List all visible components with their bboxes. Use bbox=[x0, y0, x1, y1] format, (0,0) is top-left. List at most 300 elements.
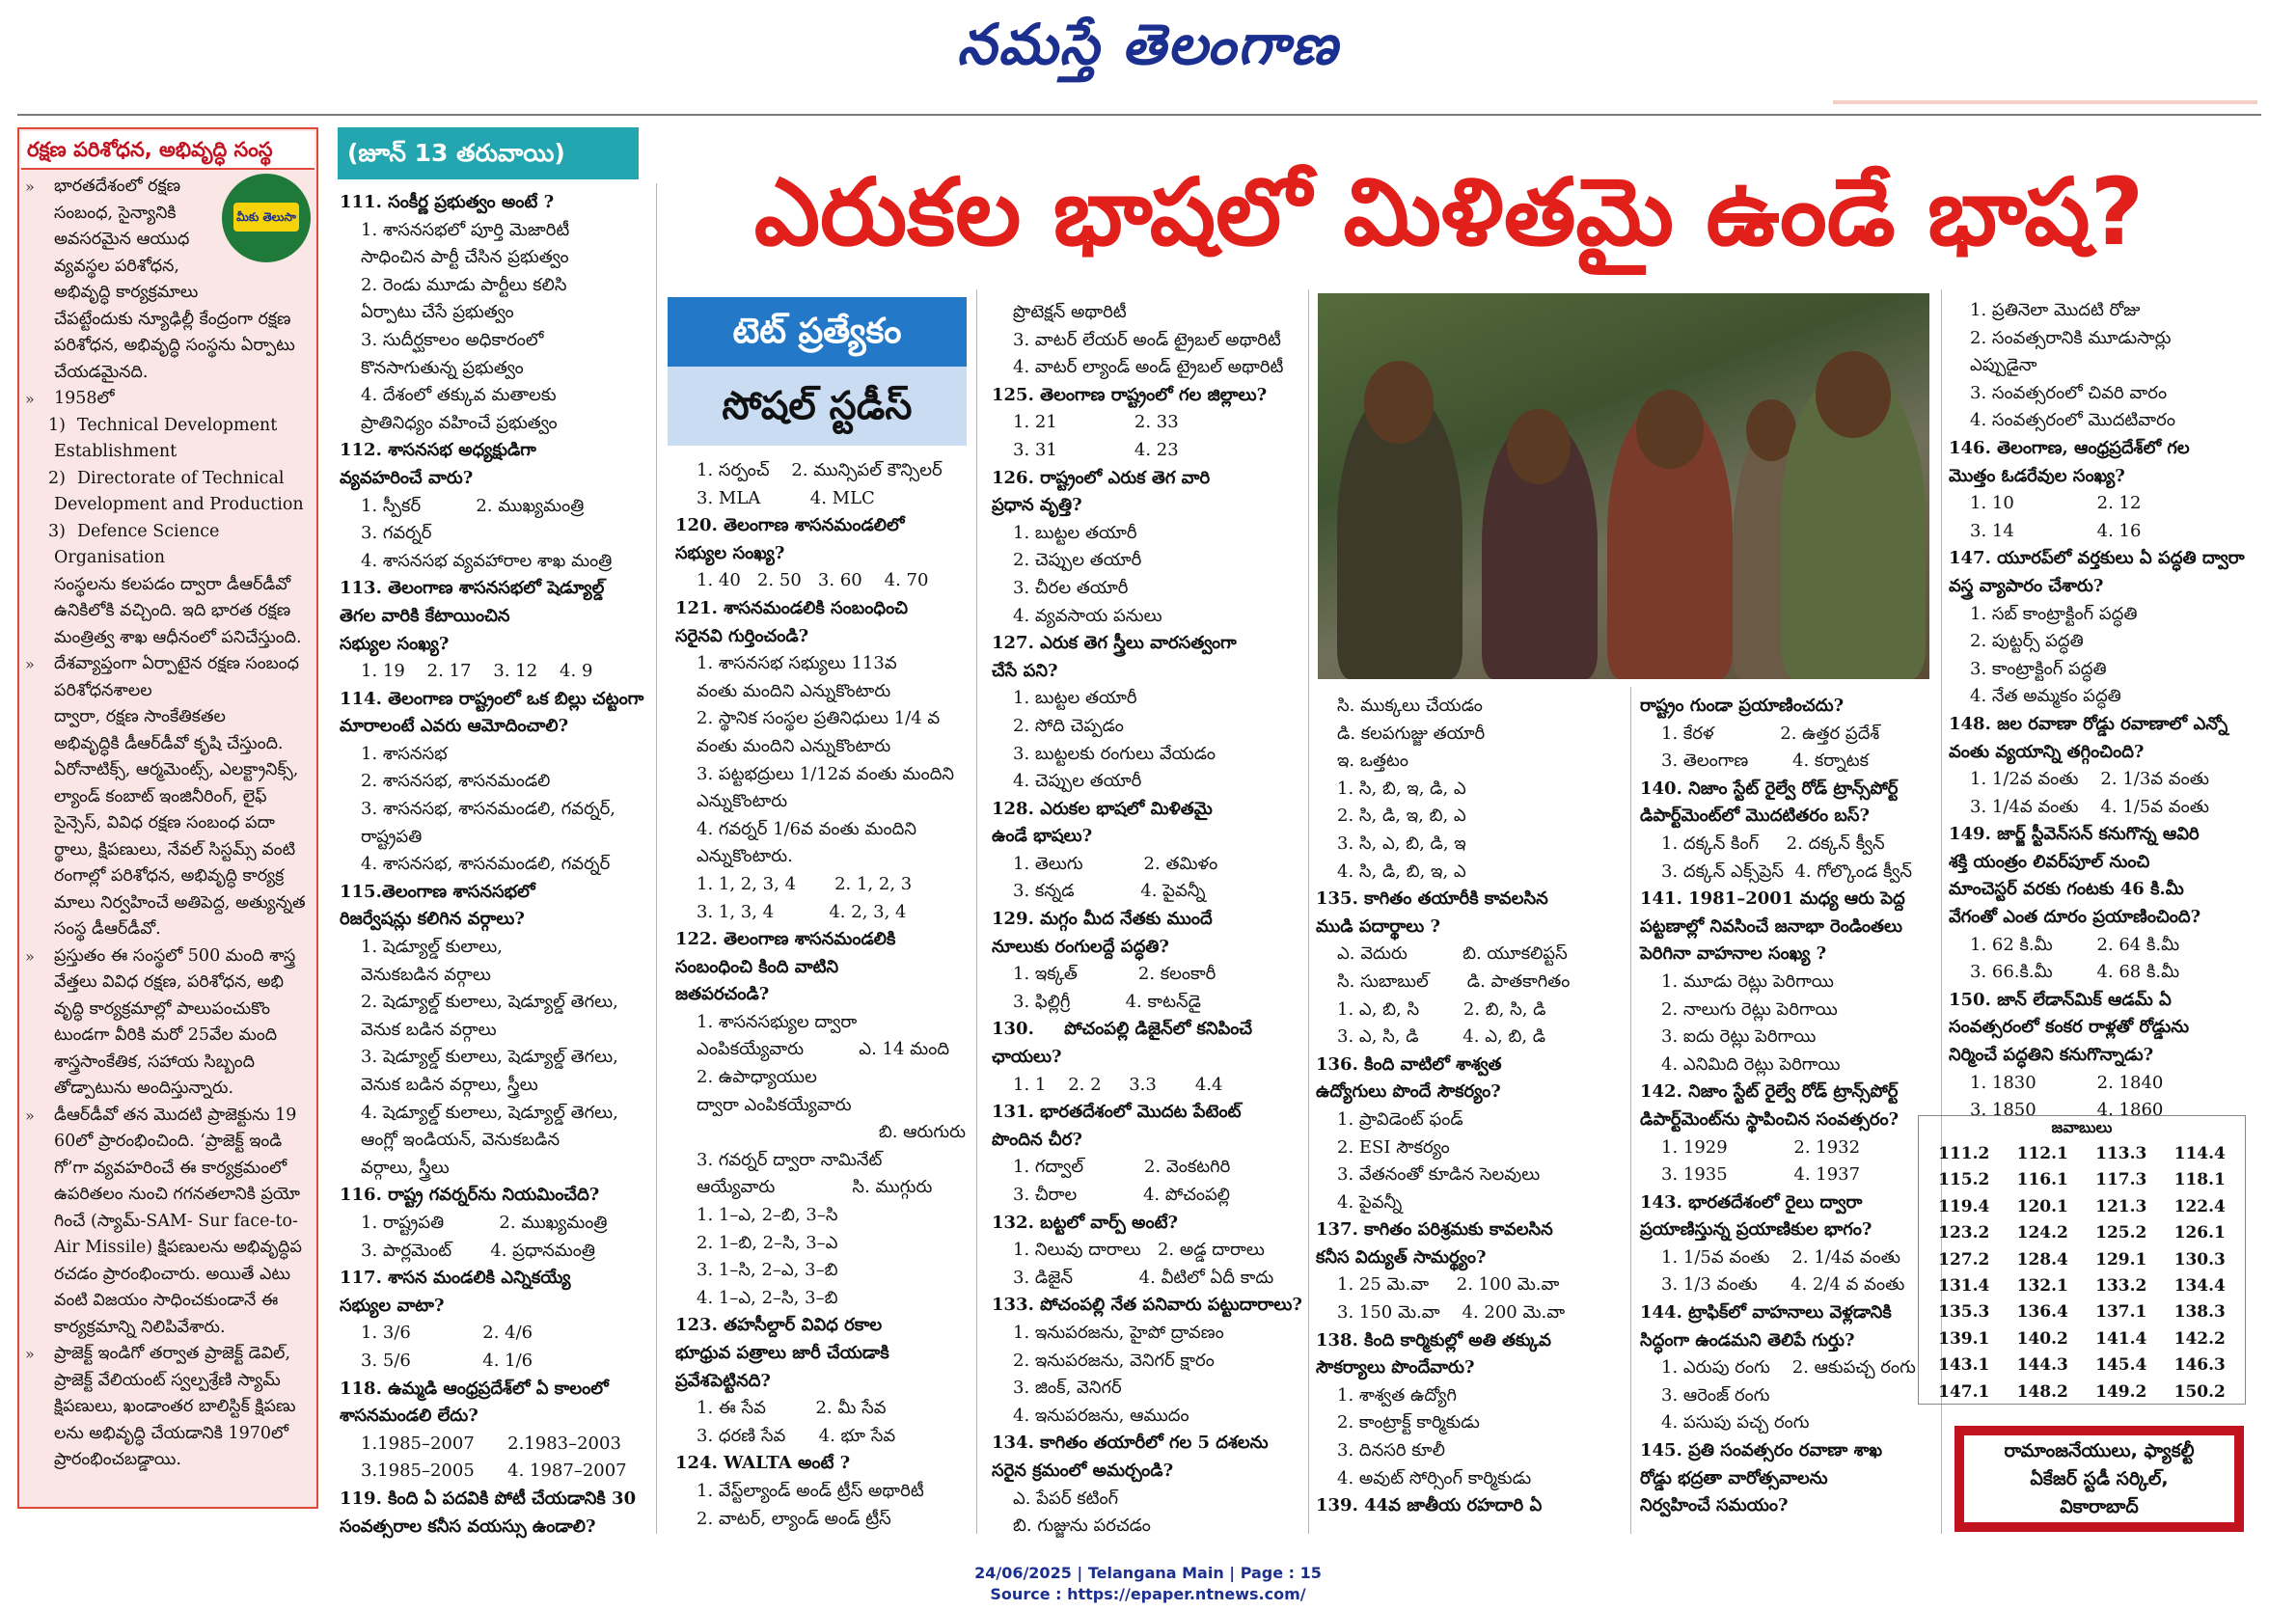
bullet-marker bbox=[25, 625, 42, 652]
sidebar-text: దేశవ్యాప్తంగా ఏర్పాటైన రక్షణ సంబంధ bbox=[54, 654, 300, 673]
option-text: 3. ఎ, సి, డి 4. ఎ, బి, డి bbox=[1337, 1026, 1546, 1048]
answer-item: 121.3 bbox=[2095, 1196, 2147, 1216]
sidebar-text: తోడ్పాటును అందిస్తున్నారు. bbox=[54, 1079, 234, 1098]
option-text: 1. సర్పంచ్ 2. మున్సిపల్ కౌన్సిలర్ bbox=[697, 460, 943, 480]
sidebar-line bbox=[25, 598, 311, 625]
sidebar-line bbox=[25, 201, 216, 228]
sidebar-text: రంగాల్లో పరిశోధన, అభివృద్ధి కార్యక్ర bbox=[54, 866, 285, 886]
question-text: 133. పోచంపల్లి నేత పనివారు పట్టుదారాలు? bbox=[992, 1295, 1302, 1316]
bullet-marker bbox=[25, 863, 42, 890]
column-divider bbox=[976, 289, 977, 1534]
option-text: 2. సి, డి, ఇ, బి, ఎ bbox=[1337, 806, 1466, 827]
option-text: వెనుక బడిన వర్గాలు, స్త్రీలు bbox=[361, 1075, 538, 1095]
option-text: 2. శాసనసభ, శాసనమండలి bbox=[361, 771, 551, 792]
sidebar-text: గో’గా వ్యవహరించే ఈ కార్యక్రమంలో bbox=[54, 1158, 287, 1178]
footer-source: Source : https://epaper.ntnews.com/ bbox=[990, 1585, 1306, 1603]
option-text: 1. ఇనుపరజను, హైపో ద్రావణం bbox=[1013, 1322, 1224, 1343]
tribal-women-photo bbox=[1318, 293, 1929, 679]
option-text: 1. షెడ్యూల్డ్ కులాలు, bbox=[361, 937, 503, 958]
continuation-tag: (జూన్ 13 తరువాయి) bbox=[338, 127, 639, 179]
answer-item: 115.2 bbox=[1938, 1170, 1990, 1190]
bullet-marker bbox=[25, 572, 42, 599]
sidebar-text: ప్రాజెక్ట్ వేలియంట్ స్వల్పశ్రేణి స్యామ్ bbox=[54, 1370, 281, 1390]
sidebar-item-number: 3) bbox=[48, 521, 66, 541]
option-text: 3. MLA 4. MLC bbox=[697, 487, 875, 508]
option-text: 4. శాసనసభ, శాసనమండలి, గవర్నర్ bbox=[361, 854, 611, 875]
question-text: 122. తెలంగాణ శాసనమండలికి bbox=[675, 929, 896, 950]
sidebar-title: రక్షణ పరిశోధన, అభివృద్ధి సంస్థ bbox=[21, 131, 314, 170]
answer-item: 129.1 bbox=[2095, 1249, 2147, 1270]
sidebar-line bbox=[25, 863, 311, 890]
option-text: సాధించిన పార్టీ చేసిన ప్రభుత్వం bbox=[361, 247, 569, 268]
sidebar-line bbox=[25, 1394, 311, 1421]
sidebar-line bbox=[25, 810, 311, 837]
option-text: 3. సి, ఎ, బి, డి, ఇ bbox=[1337, 833, 1466, 854]
option-text: 1. గద్వాల్ 2. వెంకటగిరి bbox=[1013, 1157, 1231, 1178]
option-text: 1. బుట్టల తయారీ bbox=[1013, 688, 1137, 709]
sidebar-line bbox=[25, 1023, 311, 1050]
option-text: 1. 1/5వ వంతు 2. 1/4వ వంతు bbox=[1661, 1246, 1900, 1268]
answer-item: 125.2 bbox=[2095, 1223, 2147, 1243]
question-text: వంతు వ్యయాన్ని తగ్గించింది? bbox=[1949, 741, 2145, 762]
sidebar-text: 60లో ప్రారంభించింది. ‘ప్రాజెక్ట్ ఇండి bbox=[54, 1132, 283, 1151]
question-text: 145. ప్రతి సంవత్సరం రవాణా శాఖ bbox=[1640, 1440, 1883, 1461]
bullet-marker bbox=[25, 704, 42, 731]
bullet-marker bbox=[25, 1023, 42, 1050]
sidebar-item-number: 2) bbox=[48, 468, 66, 488]
option-text: 1. 19 2. 17 3. 12 4. 9 bbox=[361, 661, 593, 682]
question-text: రోడ్డు భద్రతా వారోత్సవాలను bbox=[1640, 1467, 1828, 1488]
question-text: మొత్తం ఓడరేవుల సంఖ్య? bbox=[1949, 465, 2125, 486]
sidebar-line bbox=[25, 519, 311, 546]
sidebar-text: అవసరమైన ఆయుధ bbox=[54, 230, 190, 249]
author-location: వికారాబాద్ bbox=[2060, 1496, 2139, 1517]
option-text: బి. గుజ్జును పరచడం bbox=[1013, 1515, 1151, 1537]
subject-label: సోషల్ స్టడీస్ bbox=[668, 367, 967, 446]
question-text: సంవత్సరంలో కంకర రాళ్లతో రోడ్డును bbox=[1949, 1017, 2190, 1038]
sidebar-line bbox=[25, 1341, 311, 1368]
bullet-marker bbox=[25, 969, 42, 997]
option-text: ప్రొటెక్షన్ అథారిటీ bbox=[1013, 302, 1127, 322]
bullet-marker bbox=[25, 1368, 42, 1395]
question-text: తెగల వారికి కేటాయించిన bbox=[340, 605, 510, 626]
author-institute: ఏకేజర్ స్టడీ సర్కిల్, bbox=[2030, 1468, 2169, 1489]
answer-item: 114.4 bbox=[2173, 1144, 2226, 1163]
question-text: 112. శాసనసభ అధ్యక్షుడిగా bbox=[340, 440, 536, 461]
sidebar-text: టుండగా వీరికి మరో 25వేల మంది bbox=[54, 1025, 278, 1045]
answer-key-grid bbox=[1919, 1139, 2245, 1407]
option-text: ఎన్నుకొంటారు bbox=[697, 791, 788, 812]
question-text: 127. ఎరుక తెగ స్త్రీలు వారసత్వంగా bbox=[992, 633, 1237, 654]
option-text: 3. 66.కి.మీ 4. 68 కి.మీ bbox=[1970, 962, 2180, 983]
sidebar-line bbox=[25, 492, 311, 519]
sidebar-line bbox=[25, 997, 311, 1024]
page-footer bbox=[0, 1563, 2296, 1605]
bullet-marker bbox=[25, 1076, 42, 1103]
option-text: ఎప్పుడైనా bbox=[1970, 355, 2037, 376]
question-text: 147. యూరప్‌లో వర్తకులు ఏ పద్ధతి ద్వారా bbox=[1949, 548, 2245, 569]
sidebar-text: Establishment bbox=[54, 442, 178, 461]
sidebar-text: సంస్థ డీఆర్‌డీవో. bbox=[54, 919, 161, 939]
answer-item: 149.2 bbox=[2095, 1381, 2147, 1402]
sidebar-line bbox=[25, 1156, 311, 1183]
question-text: వేగంతో ఎంత దూరం ప్రయాణించింది? bbox=[1949, 907, 2201, 928]
option-text: 1. ఇక్కత్ 2. కలంకారీ bbox=[1013, 964, 1216, 985]
sidebar-line bbox=[25, 333, 311, 360]
answer-item: 123.2 bbox=[1938, 1223, 1990, 1243]
option-text: ఎన్నుకొంటారు. bbox=[697, 846, 793, 867]
sidebar-line bbox=[25, 466, 311, 493]
question-text: ప్రయాణిస్తున్న ప్రయాణికుల భాగం? bbox=[1640, 1219, 1872, 1241]
option-text: 2. కాంట్రాక్ట్ కార్మికుడు bbox=[1337, 1412, 1480, 1434]
question-text: 140. నిజాం స్టేట్ రైల్వే రోడ్ ట్రాన్స్‌పోర్ట్ bbox=[1640, 778, 1899, 799]
option-text: 4. నేత అమ్మకం పద్ధతి bbox=[1970, 686, 2121, 707]
answer-item: 118.1 bbox=[2173, 1170, 2226, 1190]
question-text: శాసనమండలి లేదు? bbox=[340, 1406, 478, 1427]
option-text: డి. కలపగుజ్జు తయారీ bbox=[1337, 723, 1486, 744]
option-text: 3. పట్టభద్రులు 1/12వ వంతు మందిని bbox=[697, 763, 955, 784]
option-text: కొనసాగుతున్న ప్రభుత్వం bbox=[361, 357, 524, 378]
sidebar-line bbox=[25, 678, 311, 705]
bullet-marker bbox=[25, 1394, 42, 1421]
sidebar-line bbox=[25, 943, 311, 970]
questions-column-5 bbox=[1640, 693, 1916, 1520]
sidebar-line bbox=[25, 545, 311, 572]
sidebar-body bbox=[25, 174, 311, 1474]
answer-item: 145.4 bbox=[2095, 1355, 2147, 1376]
option-text: 1. 10 2. 12 bbox=[1970, 493, 2142, 514]
bullet-marker bbox=[25, 837, 42, 864]
bullet-marker bbox=[25, 757, 42, 784]
answer-key-box bbox=[1918, 1115, 2246, 1405]
option-text: 3. తెలంగాణ 4. కర్నాటక bbox=[1661, 751, 1870, 772]
sidebar-text: ప్రస్తుతం ఈ సంస్థలో 500 మంది శాస్త్ర bbox=[54, 945, 296, 966]
option-text: 3. 1, 3, 4 4. 2, 3, 4 bbox=[697, 901, 907, 922]
question-text: 135. కాగితం తయారీకి కావలసిన bbox=[1316, 888, 1548, 910]
option-text: 3. 1850 4. 1860 bbox=[1970, 1100, 2164, 1121]
option-text: 3. షెడ్యూల్డ్ కులాలు, షెడ్యూల్డ్ తెగలు, bbox=[361, 1047, 618, 1068]
option-text: 1. శాసనసభ్యుల ద్వారా bbox=[697, 1011, 858, 1032]
questions-column-1 bbox=[340, 189, 643, 1541]
question-text: 117. శాసన మండలికి ఎన్నికయ్యే bbox=[340, 1268, 571, 1289]
option-text: 2. షెడ్యూల్డ్ కులాలు, షెడ్యూల్డ్ తెగలు, bbox=[361, 992, 618, 1013]
option-text: 3. ఆరెంజ్ రంగు bbox=[1661, 1384, 1770, 1406]
option-text: 3. 5/6 4. 1/6 bbox=[361, 1350, 533, 1371]
question-text: 125. తెలంగాణ రాష్ట్రంలో గల జిల్లాలు? bbox=[992, 384, 1268, 405]
sidebar-text: అభివృద్ధి కార్యక్రమాలు bbox=[54, 283, 199, 302]
option-text: 2. వాటర్, ల్యాండ్ అండ్ ట్రీస్ bbox=[697, 1508, 891, 1529]
option-text: 3. 1/3 వంతు 4. 2/4 వ వంతు bbox=[1661, 1274, 1905, 1296]
option-text: 2. పుట్టర్స్ పద్ధతి bbox=[1970, 631, 2084, 652]
answer-item: 127.2 bbox=[1938, 1249, 1990, 1270]
option-text: 1. బుట్టల తయారీ bbox=[1013, 522, 1137, 543]
option-text: సి. ముక్కలు చేయడం bbox=[1337, 696, 1483, 716]
option-text: ద్వారా ఎంపికయ్యేవారు bbox=[697, 1094, 852, 1115]
question-text: 118. ఉమ్మడి ఆంధ్రప్రదేశ్‌లో ఏ కాలంలో bbox=[340, 1378, 609, 1399]
option-text: వెనుకబడిన వర్గాలు bbox=[361, 964, 491, 985]
question-text: 115.తెలంగాణ శాసనసభలో bbox=[340, 881, 535, 902]
question-text: సౌకర్యాలు పొందేవారు? bbox=[1316, 1357, 1475, 1379]
sidebar-line bbox=[25, 413, 311, 440]
bullet-marker bbox=[25, 280, 42, 307]
question-text: సరైన క్రమంలో అమర్చండి? bbox=[992, 1460, 1174, 1481]
option-text: 1. 40 2. 50 3. 60 4. 70 bbox=[697, 570, 929, 591]
sidebar-text: సైన్సెస్, వివిధ రక్షణ సంబంధ పదా bbox=[54, 813, 275, 833]
option-text: 1. 1–ఎ, 2–బి, 3–సి bbox=[697, 1205, 838, 1226]
answer-item: 116.1 bbox=[2016, 1170, 2068, 1190]
answer-item: 126.1 bbox=[2173, 1223, 2226, 1243]
question-text: సరైనవి గుర్తించండి? bbox=[675, 625, 809, 646]
sidebar-line bbox=[25, 174, 216, 201]
answer-item: 130.3 bbox=[2173, 1249, 2226, 1270]
question-text: 124. WALTA అంటే ? bbox=[675, 1453, 851, 1474]
option-text: 3. సంవత్సరంలో చివరి వారం bbox=[1970, 382, 2168, 403]
answer-item: 143.1 bbox=[1938, 1355, 1990, 1376]
answer-item: 132.1 bbox=[2016, 1276, 2068, 1297]
option-text: 4. గవర్నర్ 1/6వ వంతు మందిని bbox=[697, 818, 917, 839]
tet-special-label: టెట్ ప్రత్యేకం bbox=[668, 297, 967, 367]
answer-item: 150.2 bbox=[2173, 1381, 2226, 1402]
option-text: 1. 21 2. 33 bbox=[1013, 412, 1179, 433]
option-text: 2. స్థానిక సంస్థల ప్రతినిధులు 1/4 వ bbox=[697, 708, 941, 729]
question-text: మాంచెస్టర్ వరకు గంటకు 46 కి.మీ bbox=[1949, 879, 2184, 900]
question-text: సిద్ధంగా ఉండమని తెలిపే గుర్తు? bbox=[1640, 1329, 1855, 1351]
question-text: పెరిగినా వాహనాల సంఖ్య ? bbox=[1640, 943, 1827, 965]
option-text: 1. ప్రావిడెంట్ ఫండ్ bbox=[1337, 1108, 1463, 1130]
bullet-marker: » bbox=[25, 946, 35, 966]
sidebar-line bbox=[25, 731, 311, 758]
sidebar-line bbox=[25, 1103, 311, 1130]
sidebar-text: వేత్తలు వివిధ రక్షణ, పరిశోధన, అభి bbox=[54, 972, 284, 992]
sidebar-line bbox=[25, 1129, 311, 1156]
question-text: వస్త్ర వ్యాపారం చేశారు? bbox=[1949, 575, 2104, 596]
option-text: ఆయ్యేవారు సి. ముగ్గురు bbox=[697, 1177, 933, 1198]
question-text: 119. కింది ఏ పదవికి పోటీ చేయడానికి 30 bbox=[340, 1488, 637, 1509]
footer-date-page: 24/06/2025 | Telangana Main | Page : 15 bbox=[974, 1564, 1322, 1582]
sidebar-text: ద్వారా, రక్షణ సాంకేతికతల bbox=[54, 707, 226, 726]
sidebar-line bbox=[25, 704, 311, 731]
did-you-know-badge-icon bbox=[222, 174, 311, 262]
answer-item: 147.1 bbox=[1938, 1381, 1990, 1402]
option-text: 3. డిజైన్ 4. వీటిలో ఏదీ కాదు bbox=[1013, 1267, 1274, 1288]
sidebar-line bbox=[25, 625, 311, 652]
answer-item: 119.4 bbox=[1938, 1196, 1990, 1216]
answer-item: 113.3 bbox=[2095, 1144, 2147, 1163]
option-text: 4. షెడ్యూల్డ్ కులాలు, షెడ్యూల్డ్ తెగలు, bbox=[361, 1102, 618, 1123]
bullet-marker: » bbox=[25, 1106, 35, 1125]
column-divider bbox=[656, 183, 657, 1534]
option-text: 2. సంవత్సరానికి మూడుసార్లు bbox=[1970, 327, 2172, 348]
bullet-marker bbox=[25, 519, 42, 546]
bullet-marker bbox=[25, 360, 42, 387]
question-text: సంవత్సరాల కనీస వయస్సు ఉండాలి? bbox=[340, 1515, 596, 1537]
sidebar-text: ర్థాలు, క్షిపణులు, నేవల్ సిస్టమ్స్ వంటి bbox=[54, 839, 296, 860]
question-text: 150. జాన్ లేడాన్‌మిక్ ఆడమ్ ఏ bbox=[1949, 989, 2172, 1010]
option-text: 3. 150 మె.వా 4. 200 మె.వా bbox=[1337, 1302, 1566, 1324]
option-text: వర్గాలు, స్త్రీలు bbox=[361, 1157, 450, 1178]
option-text: 3.1985–2005 4. 1987–2007 bbox=[361, 1461, 627, 1482]
option-text: 4. పైవన్నీ bbox=[1337, 1191, 1403, 1213]
option-text: 3. జింక్, వెనిగర్ bbox=[1013, 1378, 1122, 1399]
question-text: 137. కాగితం పరిశ్రమకు కావలసిన bbox=[1316, 1219, 1553, 1241]
option-text: 1. 1830 2. 1840 bbox=[1970, 1072, 2164, 1093]
question-text: పొందిన చీర? bbox=[992, 1129, 1082, 1150]
bullet-marker bbox=[25, 731, 42, 758]
option-text: 3. ఫిల్లిగ్రీ 4. కాటన్‌డై bbox=[1013, 991, 1201, 1012]
question-text: సభ్యుల సంఖ్య? bbox=[675, 542, 785, 563]
option-text: 1.1985–2007 2.1983–2003 bbox=[361, 1433, 621, 1454]
question-text: 146. తెలంగాణ, ఆంధ్రప్రదేశ్‌లో గల bbox=[1949, 437, 2190, 458]
option-text: 4. 1–ఎ, 2–సి, 3–బి bbox=[697, 1287, 838, 1308]
option-text: 4. శాసనసభ వ్యవహారాల శాఖ మంత్రి bbox=[361, 550, 613, 571]
option-text: 1. మూడు రెట్లు పెరిగాయి bbox=[1661, 970, 1834, 992]
question-text: 121. శాసనమండలికి సంబంధించి bbox=[675, 597, 909, 618]
sidebar-line bbox=[25, 572, 311, 599]
sidebar-line bbox=[25, 1050, 311, 1077]
questions-column-2 bbox=[675, 457, 966, 1533]
sidebar-text: క్షిపణులు, ఖండాంతర బాలిస్టిక్ క్షిపణు bbox=[54, 1397, 296, 1416]
answer-item: 120.1 bbox=[2016, 1196, 2068, 1216]
sidebar-text: సంబంధ, సైన్యానికి bbox=[54, 203, 177, 223]
question-text: 138. కింది కార్మికుల్లో అతి తక్కువ bbox=[1316, 1329, 1551, 1351]
option-text: 1. శాశ్వత ఉద్యోగి bbox=[1337, 1384, 1458, 1406]
option-text: 1. సబ్ కాంట్రాక్టింగ్ పద్ధతి bbox=[1970, 603, 2138, 624]
answer-item: 128.4 bbox=[2016, 1249, 2068, 1270]
sidebar-text: 1958లో bbox=[54, 389, 115, 408]
questions-column-6 bbox=[1949, 297, 2245, 1125]
question-text: 114. తెలంగాణ రాష్ట్రంలో ఒక బిల్లు చట్టంగా bbox=[340, 688, 644, 709]
question-text: ముడి పదార్థాలు ? bbox=[1316, 915, 1441, 937]
bullet-marker bbox=[25, 545, 42, 572]
option-text: 3. వాటర్ లేయర్ అండ్ ట్రైబల్ అథారిటీ bbox=[1013, 329, 1281, 350]
option-text: 3. కాంట్రాక్టింగ్ పద్ధతి bbox=[1970, 658, 2107, 679]
bullet-marker bbox=[25, 997, 42, 1024]
masthead-rule bbox=[17, 114, 2261, 116]
answer-item: 140.2 bbox=[2016, 1328, 2068, 1349]
question-text: 141. 1981–2001 మధ్య ఆరు పెద్ద bbox=[1640, 888, 1905, 910]
option-text: 4. వ్యవసాయ పనులు bbox=[1013, 605, 1162, 626]
option-text: 1. 3/6 2. 4/6 bbox=[361, 1323, 533, 1344]
sidebar-text: పరిశోధన, అభివృద్ధి సంస్థను ఏర్పాటు bbox=[54, 336, 295, 355]
option-text: 1. స్పీకర్ 2. ముఖ్యమంత్రి bbox=[361, 495, 585, 516]
option-text: 1. 1, 2, 3, 4 2. 1, 2, 3 bbox=[697, 873, 913, 894]
question-text: ఉండే భాషలు? bbox=[992, 826, 1093, 847]
option-text: 1. నిలువు దారాలు 2. అడ్డ దారాలు bbox=[1013, 1240, 1265, 1261]
option-text: 4. దేశంలో తక్కువ మతాలకు bbox=[361, 385, 557, 406]
option-text: 2. 1–బి, 2–సి, 3–ఎ bbox=[697, 1232, 838, 1253]
question-text: సభ్యుల వాటా? bbox=[340, 1295, 445, 1316]
sidebar-line bbox=[25, 360, 311, 387]
bullet-marker: » bbox=[25, 655, 35, 673]
option-text: ఏర్పాటు చేసే ప్రభుత్వం bbox=[361, 302, 514, 323]
option-text: 3. 31 4. 23 bbox=[1013, 439, 1179, 460]
author-name: రామాంజనేయులు, ఫ్యాకల్టీ bbox=[2004, 1440, 2195, 1461]
question-text: రాష్ట్రం గుండా ప్రయాణించదు? bbox=[1640, 696, 1845, 716]
option-text: వంతు మందిని ఎన్నుకొంటారు bbox=[697, 680, 891, 701]
option-text: 4. వాటర్ ల్యాండ్ అండ్ ట్రైబల్ అథారిటీ bbox=[1013, 357, 1284, 378]
bullet-marker bbox=[25, 1182, 42, 1209]
sidebar-text: ప్రాజెక్ట్ ఇండిగో తర్వాత ప్రాజెక్ట్ డెవిల్, bbox=[54, 1344, 291, 1363]
option-text: 3. దక్కన్ ఎక్స్‌ప్రెస్ 4. గోల్కొండ క్వీన్ bbox=[1661, 860, 1912, 882]
option-text: 1. వేస్ట్‌ల్యాండ్ అండ్ ట్రీస్ అథారిటీ bbox=[697, 1480, 924, 1501]
bullet-marker bbox=[25, 227, 42, 254]
sidebar-text: మాలు నిర్వహించే అతిపెద్ద, అత్యున్నత bbox=[54, 892, 306, 913]
sidebar-line bbox=[25, 651, 311, 678]
answer-item: 146.3 bbox=[2173, 1355, 2226, 1376]
bullet-marker bbox=[25, 1288, 42, 1315]
option-text: 1. శాసనసభ సభ్యులు 113వ bbox=[697, 653, 897, 674]
tet-special-box bbox=[668, 297, 967, 446]
question-text: శక్తి యంత్రం లివర్‌పూల్ నుంచి bbox=[1949, 851, 2150, 872]
bullet-marker bbox=[25, 307, 42, 334]
question-text: 130. పోచంపల్లి డిజైన్‌లో కనిపించే bbox=[992, 1019, 1253, 1040]
sidebar-line bbox=[25, 1315, 311, 1342]
option-text: 3. 14 4. 16 bbox=[1970, 520, 2142, 541]
answer-key-title: జవాబులు bbox=[2051, 1118, 2113, 1136]
answer-item: 131.4 bbox=[1938, 1276, 1990, 1297]
sidebar-text: కార్యక్రమాన్ని నిలిపివేశారు. bbox=[54, 1317, 226, 1337]
question-text: 132. బట్టలో వార్ప్ అంటే? bbox=[992, 1212, 1179, 1233]
answer-item: 137.1 bbox=[2095, 1302, 2147, 1323]
option-text: 4. ఇనుపరజను, ఆముదం bbox=[1013, 1405, 1189, 1426]
sidebar-text: చేపట్టేందుకు న్యూఢిల్లీ కేంద్రంగా రక్షణ bbox=[54, 309, 291, 329]
headline: ఎరుకల భాషలో మిళితమై ఉండే భాష? bbox=[753, 158, 2145, 266]
option-text: బి. ఆరుగురు bbox=[697, 1122, 967, 1143]
answer-item: 112.1 bbox=[2016, 1144, 2068, 1163]
question-text: డిపార్ట్‌మెంట్‌ను స్థాపించిన సంవత్సరం? bbox=[1640, 1108, 1900, 1130]
bullet-marker bbox=[25, 598, 42, 625]
sidebar-line bbox=[25, 1262, 311, 1289]
option-text: 1. ఎరుపు రంగు 2. ఆకుపచ్చ రంగు bbox=[1661, 1357, 1916, 1379]
option-text: 3. చీరాల 4. పోచంపల్లి bbox=[1013, 1185, 1230, 1205]
sidebar-text: వంటి విజయం సాధించకుండానే ఈ bbox=[54, 1291, 279, 1310]
sidebar-text: ఉపరితలం నుంచి గగనతలానికి ప్రయో bbox=[54, 1185, 301, 1204]
question-text: సభ్యుల సంఖ్య? bbox=[340, 633, 450, 654]
column-divider bbox=[1630, 687, 1631, 1534]
answer-item: 141.4 bbox=[2095, 1328, 2147, 1349]
answer-item: 122.4 bbox=[2173, 1196, 2226, 1216]
question-text: 134. కాగితం తయారీలో గల 5 దశలను bbox=[992, 1433, 1269, 1454]
option-text: 1. ఈ సేవ 2. మీ సేవ bbox=[697, 1398, 887, 1419]
sidebar-text: భారతదేశంలో రక్షణ bbox=[54, 177, 181, 196]
sidebar-line bbox=[25, 1076, 311, 1103]
option-text: 1. దక్కన్ కింగ్ 2. దక్కన్ క్వీన్ bbox=[1661, 833, 1885, 854]
questions-column-4 bbox=[1316, 693, 1570, 1520]
answer-item: 148.2 bbox=[2016, 1381, 2068, 1402]
author-credit-box bbox=[1954, 1426, 2244, 1532]
answer-item: 136.4 bbox=[2016, 1302, 2068, 1323]
bullet-marker bbox=[25, 784, 42, 811]
newspaper-masthead: నమస్తే తెలంగాణ bbox=[957, 12, 1339, 77]
sidebar-text: శాస్త్రసాంకేతిక, సహాయ సిబ్బంది bbox=[54, 1051, 256, 1072]
bullet-marker bbox=[25, 201, 42, 228]
question-text: 148. జల రవాణా రోడ్డు రవాణాలో ఎన్నో bbox=[1949, 713, 2228, 734]
question-text: సంబంధించి కింది వాటిని bbox=[675, 956, 839, 977]
sidebar-text: సంస్థలను కలపడం ద్వారా డీఆర్‌డీవో bbox=[54, 574, 291, 594]
option-text: 3. చీరల తయారీ bbox=[1013, 577, 1129, 598]
option-text: 3. 1/4వ వంతు 4. 1/5వ వంతు bbox=[1970, 796, 2209, 817]
question-text: భూధ్రువ పత్రాలు జారీ చేయడాకి bbox=[675, 1343, 889, 1363]
sidebar-text: వృద్ధి కార్యక్రమాల్లో పాలుపంచుకొం bbox=[54, 998, 271, 1019]
option-text: 2. రెండు మూడు పార్టీలు కలిసి bbox=[361, 274, 567, 295]
question-text: రిజర్వేషన్లు కలిగిన వర్గాలు? bbox=[340, 909, 525, 930]
option-text: 3. కన్నడ 4. పైవన్నీ bbox=[1013, 881, 1206, 902]
sidebar-line bbox=[25, 1182, 311, 1209]
option-text: 4. అవుట్ సోర్సింగ్ కార్మికుడు bbox=[1337, 1467, 1532, 1488]
sidebar-line bbox=[25, 1368, 311, 1395]
answer-item: 117.3 bbox=[2095, 1170, 2147, 1190]
sidebar-text: Defence Science bbox=[77, 521, 220, 541]
